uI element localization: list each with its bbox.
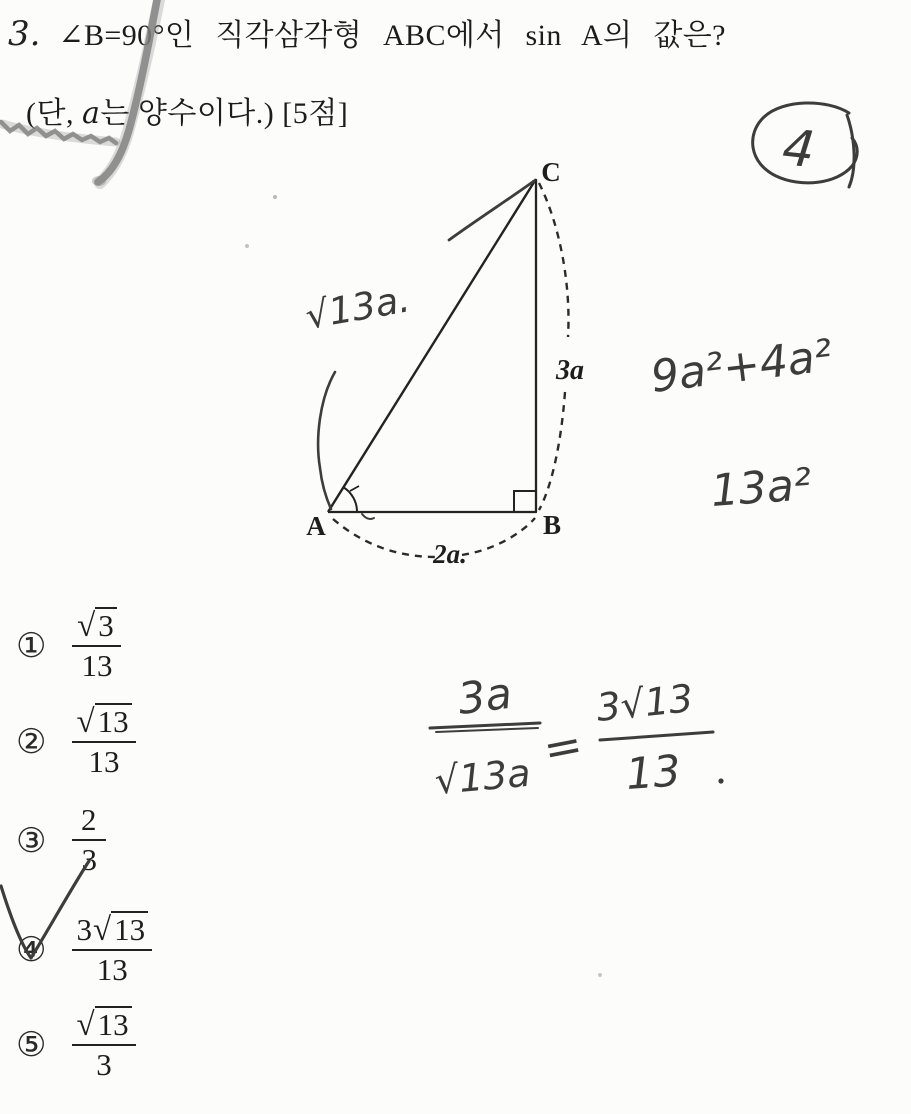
hypotenuse-pointer-stroke [449, 181, 534, 240]
calc-equals-sign: = [538, 716, 587, 777]
pythagoras-sum: 9a²+4a² [648, 330, 836, 403]
choice-4-marker: ④ [16, 929, 47, 970]
radical-icon: √ [76, 1006, 95, 1043]
calc-left-numerator: 3a [455, 668, 515, 725]
period-dot [718, 778, 723, 783]
question-number: 3. [8, 14, 41, 54]
measure-curve-bc-upper [539, 183, 568, 337]
side-ab-length-label: 2a. [433, 539, 467, 569]
radical-icon: √ [77, 607, 96, 644]
calc-right-numerator: 3√13 [594, 676, 696, 730]
answer-digit: 4 [779, 118, 818, 180]
question-header [8, 10, 908, 54]
choice-1-fraction: √ 3 13 [72, 607, 121, 684]
calc-right-fraction-bar [600, 732, 713, 740]
measure-curve-bc-lower [539, 392, 565, 510]
choice-3-marker: ③ [16, 820, 47, 861]
measure-curve-ab-left [333, 519, 436, 557]
pythagoras-total: 13a² [709, 459, 814, 517]
choice-5-fraction: √ 13 3 [72, 1006, 135, 1083]
side-bc-length-label: 3a [556, 355, 584, 386]
choice-2-fraction: √ 13 13 [72, 703, 135, 780]
paper-specks [245, 195, 602, 977]
question-condition: (단, a는 양수이다.) [5점] [26, 96, 349, 131]
choice-1-marker: ① [16, 625, 47, 666]
handwritten-annotations [1, 103, 857, 958]
calc-left-fraction-bar-retrace [436, 728, 538, 732]
radical-icon: √ [92, 911, 112, 948]
vertex-label-b: B [542, 510, 562, 540]
triangle-diagram [306, 157, 584, 569]
choice-2-marker: ② [16, 721, 47, 762]
calc-left-denominator: √13a [432, 750, 533, 803]
angle-tick [350, 486, 359, 491]
vertex-label-c: C [541, 157, 561, 187]
choice-5-marker: ⑤ [16, 1024, 47, 1065]
choice-4-fraction: 3 √ 13 13 [72, 911, 152, 988]
calc-left-fraction-bar [430, 723, 540, 728]
choice-3-fraction: $\frac{2}{3}$ [72, 803, 106, 878]
right-angle-marker [514, 491, 536, 512]
stray-tick [362, 514, 374, 519]
variable-a: a [81, 96, 101, 131]
answer-annotation [753, 103, 858, 187]
vertex-label-a: A [306, 511, 326, 541]
question-text: ∠B=90°인 직각삼각형 ABC에서 sin A의 값은? [58, 19, 726, 52]
choice-3 [16, 803, 106, 878]
calc-right-denominator: 13 [624, 746, 683, 800]
choice-5 [16, 1006, 136, 1083]
choice-1 [16, 607, 121, 684]
measure-curve-ab-right [462, 518, 535, 555]
answer-circle-tail [847, 115, 854, 187]
choice-2 [16, 703, 136, 780]
answer-circle [753, 103, 858, 183]
radical-icon: √ [76, 703, 95, 740]
hypotenuse-length-annotation: √13a. [302, 277, 414, 338]
choice-4 [16, 911, 152, 988]
side-ac-line [328, 179, 536, 512]
angle-arc-a [343, 487, 357, 512]
bracket-stroke-near-a [318, 372, 335, 509]
